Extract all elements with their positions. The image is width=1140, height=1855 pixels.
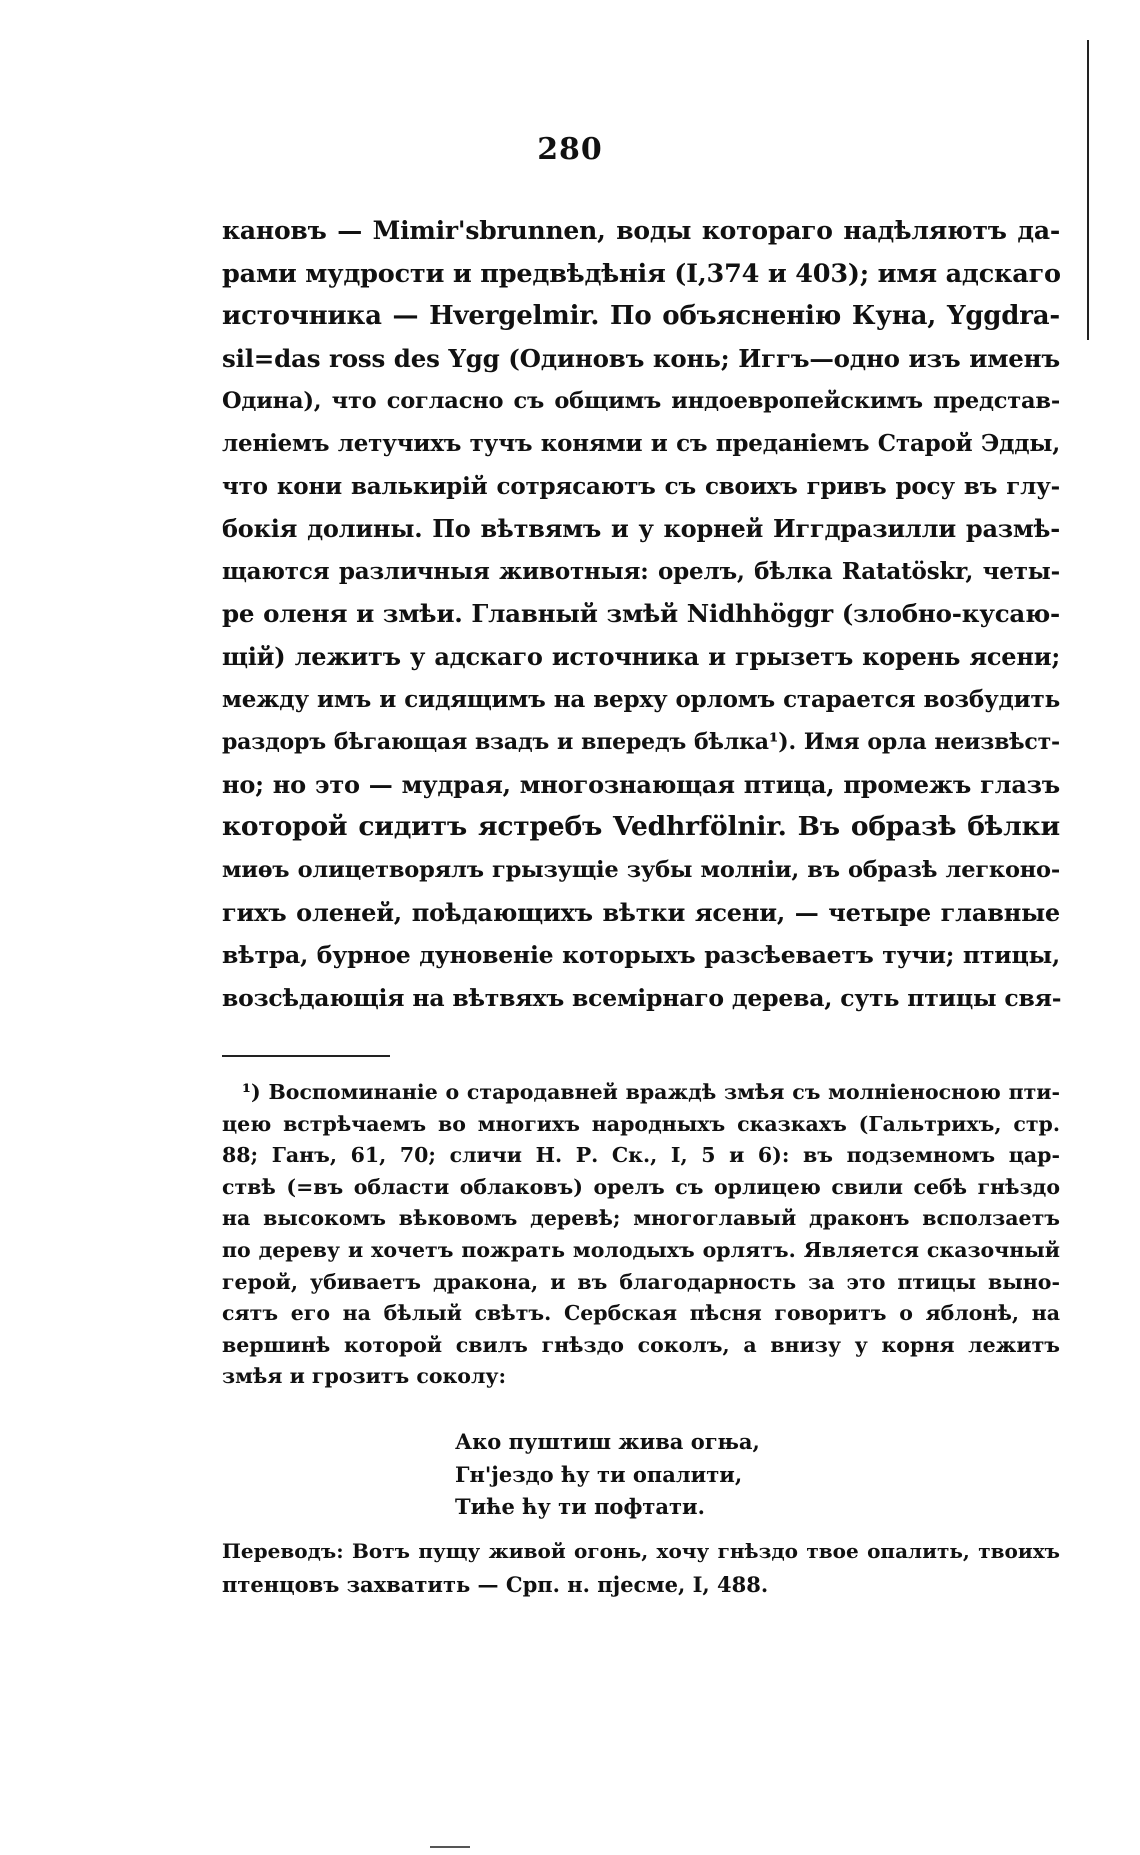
main-text-line: что кони валькирій сотрясаютъ съ своихъ гривъ росу въ глу- bbox=[222, 472, 1060, 500]
verse-line: Ако пуштиш жива огња, bbox=[455, 1429, 760, 1454]
footnote-line: змѣя и грозитъ соколу: bbox=[222, 1364, 507, 1389]
main-text-line: Одина), что согласно съ общимъ индоевропейскимъ представ- bbox=[222, 388, 1060, 415]
main-text-line: источника — Hvergelmir. По объясненію Куна, Yggdra- bbox=[222, 301, 1060, 332]
footnote-line: герой, убиваетъ дракона, и въ благодарность за это птицы выно- bbox=[222, 1269, 1060, 1294]
main-text-line: кановъ — Mimir'sbrunnen, воды котораго надѣляютъ да- bbox=[222, 216, 1060, 245]
main-text-line: леніемъ летучихъ тучъ конями и съ преданіемъ Старой Эдды, bbox=[222, 429, 1060, 457]
main-text-line: возсѣдающія на вѣтвяхъ всемірнаго дерева, суть птицы свя- bbox=[222, 983, 1062, 1012]
footnote-line: по дереву и хочетъ пожрать молодыхъ орлятъ. Является сказочный bbox=[222, 1237, 1060, 1262]
verse-line: Гн'јездо ћу ти опалити, bbox=[455, 1461, 743, 1487]
main-text-line: миѳъ олицетворялъ грызущіе зубы молніи, въ образѣ легконо- bbox=[222, 856, 1060, 883]
main-text-line: но; но это — мудрая, многознающая птица, промежъ глазъ bbox=[222, 769, 1060, 799]
main-text-line: которой сидитъ ястребъ Vedhrfölnir. Въ образѣ бѣлки bbox=[222, 811, 1060, 843]
footnote-line: 88; Ганъ, 61, 70; сличи Н. Р. Ск., I, 5 и 6): въ подземномъ цар- bbox=[222, 1143, 1060, 1168]
translation bbox=[222, 1535, 1060, 1601]
main-text-line: щаются различныя животныя: орелъ, бѣлка Ratatöskr, четы- bbox=[222, 557, 1060, 585]
main-text-line: бокія долины. По вѣтвямъ и у корней Иггдразилли размѣ- bbox=[222, 514, 1060, 544]
footnote-line: на высокомъ вѣковомъ деревѣ; многоглавый драконъ всползаетъ bbox=[222, 1206, 1060, 1231]
main-text-line: гихъ оленей, поѣдающихъ вѣтки ясени, — четыре главные bbox=[222, 897, 1060, 927]
page-number: 280 bbox=[537, 132, 603, 167]
bottom-mark bbox=[430, 1846, 470, 1848]
footnote-line: сятъ его на бѣлый свѣтъ. Сербская пѣсня говоритъ о яблонѣ, на bbox=[222, 1301, 1060, 1326]
page-edge-line bbox=[1087, 40, 1089, 340]
main-text-line: между имъ и сидящимъ на верху орломъ старается возбудить bbox=[222, 685, 1060, 713]
main-text-line: раздоръ бѣгающая взадъ и впередъ бѣлка¹). Имя орла неизвѣст- bbox=[222, 729, 1060, 756]
verse-line: Тиће ћу ти пофтати. bbox=[455, 1494, 705, 1519]
main-text-line: щій) лежитъ у адскаго источника и грызетъ корень ясени; bbox=[222, 641, 1060, 671]
footnote-divider bbox=[222, 1055, 390, 1057]
translation-line: Переводъ: Вотъ пущу живой огонь, хочу гнѣздо твое опалить, твоихъ bbox=[222, 1539, 1060, 1563]
footnote bbox=[222, 1077, 1060, 1393]
footnote-line: ствѣ (=въ области облаковъ) орелъ съ орлицею свили себѣ гнѣздо bbox=[222, 1174, 1060, 1199]
footnote-line: вершинѣ которой свилъ гнѣздо соколъ, а внизу у корня лежитъ bbox=[222, 1332, 1060, 1357]
main-text-line: вѣтра, бурное дуновеніе которыхъ разсѣеваетъ тучи; птицы, bbox=[222, 941, 1060, 970]
footnote-line: ¹) Воспоминаніе о стародавней враждѣ змѣя съ молніеносною пти- bbox=[242, 1080, 1060, 1104]
translation-line: птенцовъ захватить — Срп. н. пјесме, I, 488. bbox=[222, 1572, 769, 1597]
main-text bbox=[222, 210, 1060, 1019]
main-text-line: ре оленя и змѣи. Главный змѣй Nidhhöggr (злобно-кусаю- bbox=[222, 599, 1060, 629]
main-text-line: рами мудрости и предвѣдѣнія (I,374 и 403); имя адскаго bbox=[222, 258, 1061, 289]
main-text-line: sil=das ross des Ygg (Одиновъ конь; Иггъ—одно изъ именъ bbox=[222, 343, 1060, 373]
verse-quote bbox=[455, 1426, 760, 1524]
footnote-line: цею встрѣчаемъ во многихъ народныхъ сказкахъ (Гальтрихъ, стр. bbox=[222, 1111, 1060, 1136]
